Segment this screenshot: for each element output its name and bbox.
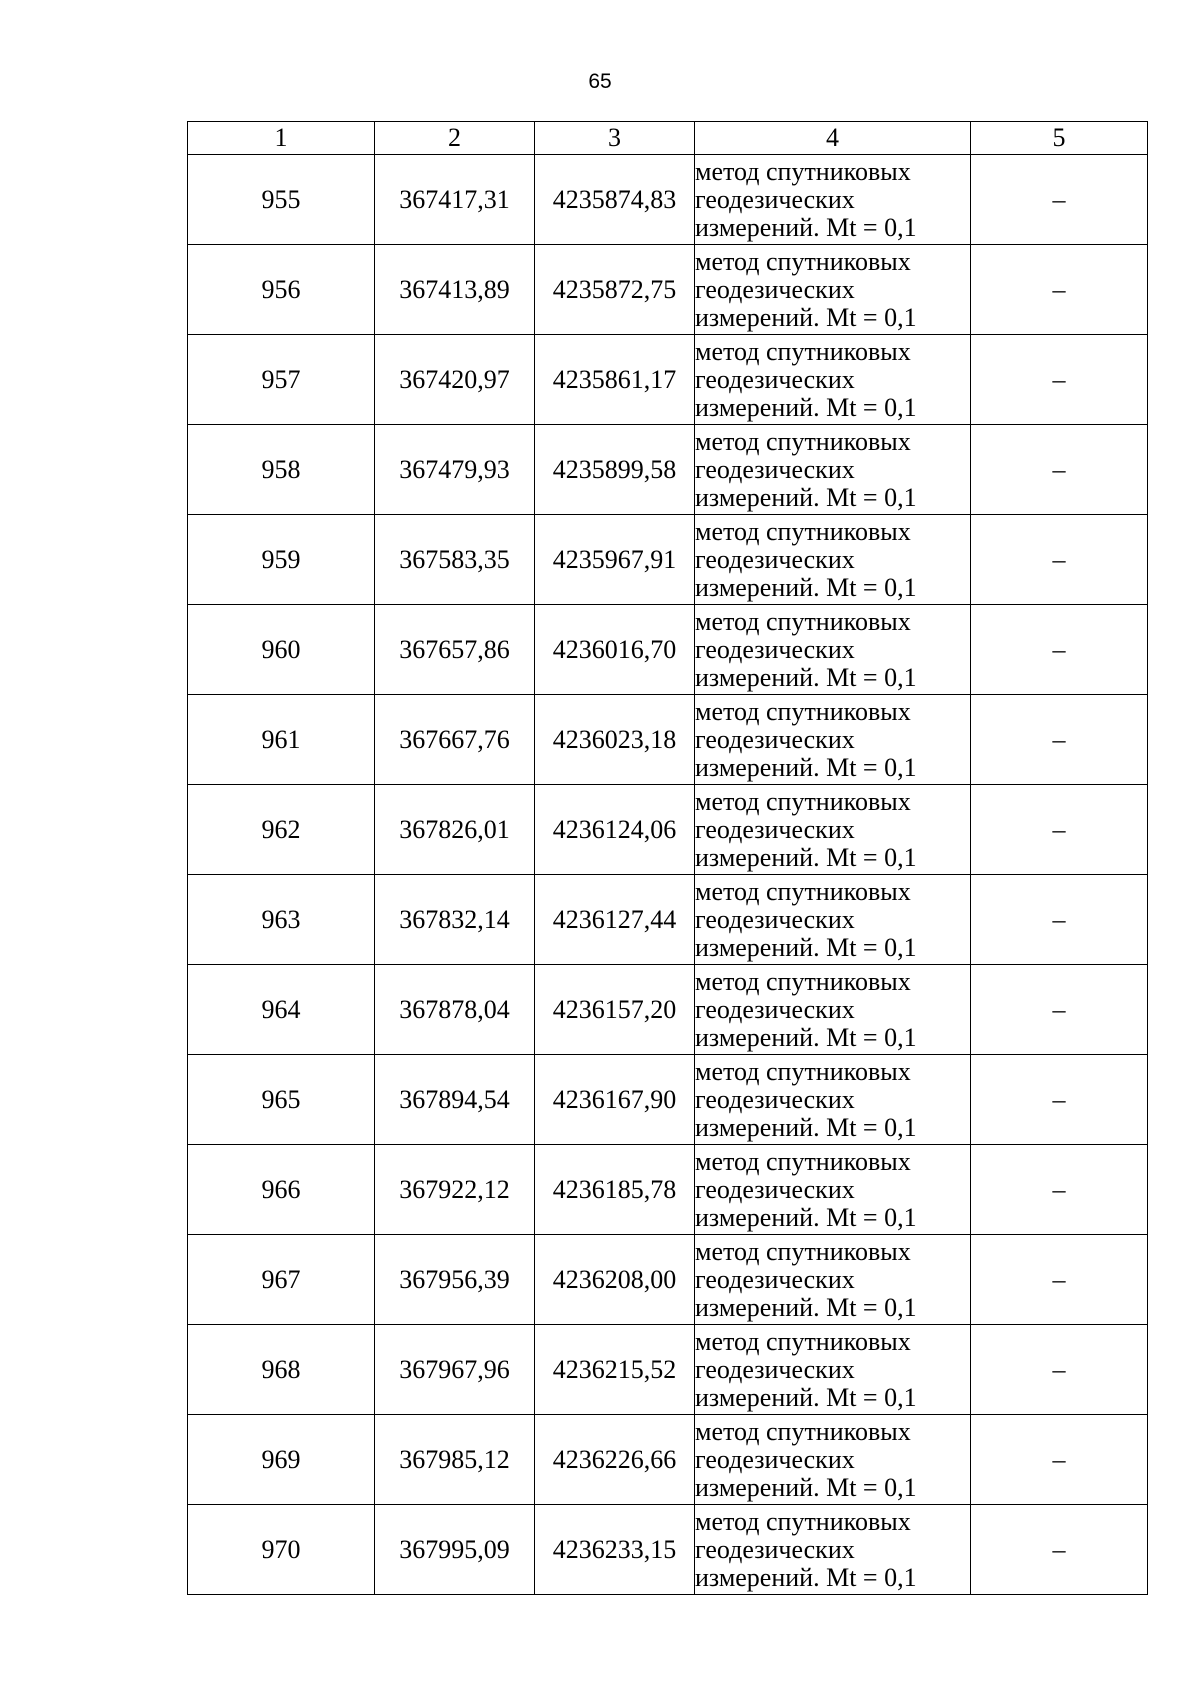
- point-number-cell: 955: [188, 155, 375, 245]
- method-line: геодезических: [695, 364, 855, 394]
- y-coordinate-cell: 4236167,90: [535, 1055, 695, 1145]
- x-coordinate-cell: 367956,39: [375, 1235, 535, 1325]
- method-cell: [695, 605, 971, 695]
- method-line: геодезических: [695, 724, 855, 754]
- method-cell: [695, 335, 971, 425]
- point-number-cell: 962: [188, 785, 375, 875]
- method-cell: [695, 1235, 971, 1325]
- table-row: [188, 155, 1148, 245]
- y-coordinate-cell: 4235899,58: [535, 425, 695, 515]
- method-cell: [695, 425, 971, 515]
- table-row: [188, 245, 1148, 335]
- method-line: геодезических: [695, 454, 855, 484]
- point-number-cell: 967: [188, 1235, 375, 1325]
- method-line: измерений. Mt = 0,1: [695, 752, 917, 782]
- method-cell: [695, 1325, 971, 1415]
- method-line: геодезических: [695, 1264, 855, 1294]
- point-number-cell: 968: [188, 1325, 375, 1415]
- column-header: 5: [971, 122, 1148, 155]
- point-number-cell: 963: [188, 875, 375, 965]
- method-line: метод спутниковых: [695, 246, 911, 276]
- method-line: метод спутниковых: [695, 1416, 911, 1446]
- column-header: 4: [695, 122, 971, 155]
- method-cell: [695, 515, 971, 605]
- method-line: метод спутниковых: [695, 156, 911, 186]
- coordinates-table: [187, 121, 1148, 1595]
- y-coordinate-cell: 4236215,52: [535, 1325, 695, 1415]
- note-cell: –: [971, 1415, 1148, 1505]
- method-line: измерений. Mt = 0,1: [695, 842, 917, 872]
- method-line: измерений. Mt = 0,1: [695, 1382, 917, 1412]
- method-line: измерений. Mt = 0,1: [695, 1112, 917, 1142]
- method-line: геодезических: [695, 1444, 855, 1474]
- table-row: [188, 1325, 1148, 1415]
- column-header: 2: [375, 122, 535, 155]
- method-cell: [695, 1415, 971, 1505]
- table-row: [188, 1055, 1148, 1145]
- point-number-cell: 956: [188, 245, 375, 335]
- x-coordinate-cell: 367667,76: [375, 695, 535, 785]
- x-coordinate-cell: 367922,12: [375, 1145, 535, 1235]
- note-cell: –: [971, 425, 1148, 515]
- x-coordinate-cell: 367967,96: [375, 1325, 535, 1415]
- point-number-cell: 969: [188, 1415, 375, 1505]
- method-line: геодезических: [695, 994, 855, 1024]
- method-line: геодезических: [695, 1084, 855, 1114]
- y-coordinate-cell: 4235872,75: [535, 245, 695, 335]
- table-row: [188, 425, 1148, 515]
- method-line: измерений. Mt = 0,1: [695, 1202, 917, 1232]
- method-line: измерений. Mt = 0,1: [695, 212, 917, 242]
- method-line: метод спутниковых: [695, 1506, 911, 1536]
- method-cell: [695, 875, 971, 965]
- method-line: измерений. Mt = 0,1: [695, 1562, 917, 1592]
- method-line: геодезических: [695, 634, 855, 664]
- x-coordinate-cell: 367479,93: [375, 425, 535, 515]
- note-cell: –: [971, 695, 1148, 785]
- method-line: измерений. Mt = 0,1: [695, 932, 917, 962]
- page-number: 65: [588, 70, 612, 93]
- method-cell: [695, 1505, 971, 1595]
- column-header: 3: [535, 122, 695, 155]
- point-number-cell: 957: [188, 335, 375, 425]
- method-line: измерений. Mt = 0,1: [695, 1292, 917, 1322]
- table-row: [188, 515, 1148, 605]
- y-coordinate-cell: 4235861,17: [535, 335, 695, 425]
- table-header-row: [188, 122, 1148, 155]
- note-cell: –: [971, 1505, 1148, 1595]
- note-cell: –: [971, 1055, 1148, 1145]
- method-line: геодезических: [695, 904, 855, 934]
- x-coordinate-cell: 367420,97: [375, 335, 535, 425]
- method-line: измерений. Mt = 0,1: [695, 1472, 917, 1502]
- note-cell: –: [971, 1145, 1148, 1235]
- y-coordinate-cell: 4236124,06: [535, 785, 695, 875]
- method-line: метод спутниковых: [695, 1146, 911, 1176]
- table-row: [188, 1235, 1148, 1325]
- method-cell: [695, 965, 971, 1055]
- table-row: [188, 1505, 1148, 1595]
- method-line: метод спутниковых: [695, 696, 911, 726]
- x-coordinate-cell: 367417,31: [375, 155, 535, 245]
- x-coordinate-cell: 367826,01: [375, 785, 535, 875]
- point-number-cell: 966: [188, 1145, 375, 1235]
- y-coordinate-cell: 4236157,20: [535, 965, 695, 1055]
- table-row: [188, 1145, 1148, 1235]
- method-line: метод спутниковых: [695, 606, 911, 636]
- y-coordinate-cell: 4235967,91: [535, 515, 695, 605]
- method-cell: [695, 1055, 971, 1145]
- x-coordinate-cell: 367985,12: [375, 1415, 535, 1505]
- x-coordinate-cell: 367995,09: [375, 1505, 535, 1595]
- method-line: геодезических: [695, 1174, 855, 1204]
- note-cell: –: [971, 155, 1148, 245]
- x-coordinate-cell: 367832,14: [375, 875, 535, 965]
- column-header: 1: [188, 122, 375, 155]
- method-line: геодезических: [695, 1534, 855, 1564]
- table-body: [188, 122, 1148, 1595]
- x-coordinate-cell: 367657,86: [375, 605, 535, 695]
- table-row: [188, 1415, 1148, 1505]
- method-line: геодезических: [695, 274, 855, 304]
- y-coordinate-cell: 4236185,78: [535, 1145, 695, 1235]
- method-line: измерений. Mt = 0,1: [695, 482, 917, 512]
- method-line: геодезических: [695, 1354, 855, 1384]
- method-line: геодезических: [695, 814, 855, 844]
- table-row: [188, 965, 1148, 1055]
- y-coordinate-cell: 4236226,66: [535, 1415, 695, 1505]
- note-cell: –: [971, 1235, 1148, 1325]
- y-coordinate-cell: 4236208,00: [535, 1235, 695, 1325]
- point-number-cell: 970: [188, 1505, 375, 1595]
- method-line: измерений. Mt = 0,1: [695, 302, 917, 332]
- method-line: метод спутниковых: [695, 786, 911, 816]
- method-line: метод спутниковых: [695, 876, 911, 906]
- note-cell: –: [971, 515, 1148, 605]
- point-number-cell: 959: [188, 515, 375, 605]
- note-cell: –: [971, 605, 1148, 695]
- method-line: метод спутниковых: [695, 1326, 911, 1356]
- method-line: измерений. Mt = 0,1: [695, 1022, 917, 1052]
- method-cell: [695, 785, 971, 875]
- x-coordinate-cell: 367413,89: [375, 245, 535, 335]
- table-row: [188, 785, 1148, 875]
- method-cell: [695, 245, 971, 335]
- point-number-cell: 965: [188, 1055, 375, 1145]
- y-coordinate-cell: 4236016,70: [535, 605, 695, 695]
- y-coordinate-cell: 4235874,83: [535, 155, 695, 245]
- point-number-cell: 960: [188, 605, 375, 695]
- note-cell: –: [971, 335, 1148, 425]
- point-number-cell: 964: [188, 965, 375, 1055]
- method-line: метод спутниковых: [695, 516, 911, 546]
- method-cell: [695, 695, 971, 785]
- y-coordinate-cell: 4236127,44: [535, 875, 695, 965]
- method-line: метод спутниковых: [695, 336, 911, 366]
- method-line: измерений. Mt = 0,1: [695, 572, 917, 602]
- method-cell: [695, 1145, 971, 1235]
- note-cell: –: [971, 245, 1148, 335]
- table-row: [188, 335, 1148, 425]
- point-number-cell: 961: [188, 695, 375, 785]
- y-coordinate-cell: 4236023,18: [535, 695, 695, 785]
- method-line: метод спутниковых: [695, 966, 911, 996]
- method-line: измерений. Mt = 0,1: [695, 662, 917, 692]
- note-cell: –: [971, 965, 1148, 1055]
- method-cell: [695, 155, 971, 245]
- note-cell: –: [971, 785, 1148, 875]
- table-row: [188, 605, 1148, 695]
- point-number-cell: 958: [188, 425, 375, 515]
- table-row: [188, 695, 1148, 785]
- method-line: геодезических: [695, 544, 855, 574]
- note-cell: –: [971, 875, 1148, 965]
- method-line: метод спутниковых: [695, 1236, 911, 1266]
- method-line: измерений. Mt = 0,1: [695, 392, 917, 422]
- x-coordinate-cell: 367878,04: [375, 965, 535, 1055]
- method-line: метод спутниковых: [695, 1056, 911, 1086]
- y-coordinate-cell: 4236233,15: [535, 1505, 695, 1595]
- method-line: геодезических: [695, 184, 855, 214]
- x-coordinate-cell: 367894,54: [375, 1055, 535, 1145]
- table-row: [188, 875, 1148, 965]
- x-coordinate-cell: 367583,35: [375, 515, 535, 605]
- method-line: метод спутниковых: [695, 426, 911, 456]
- note-cell: –: [971, 1325, 1148, 1415]
